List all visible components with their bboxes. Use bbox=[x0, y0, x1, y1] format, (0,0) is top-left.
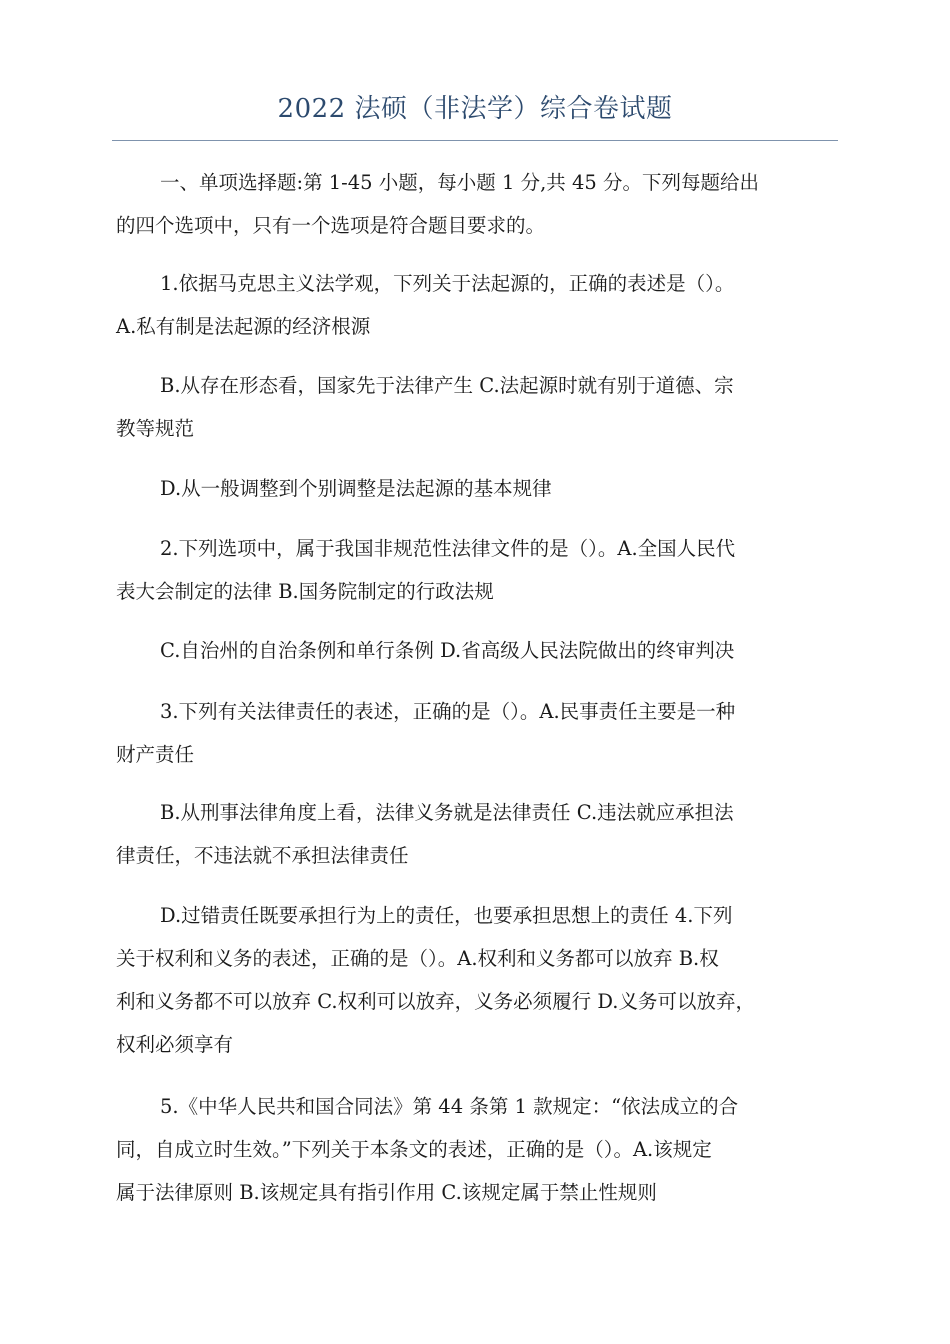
instructions-paragraph bbox=[116, 161, 846, 247]
document-title: 2022 法硕（非法学）综合卷试题 bbox=[277, 94, 673, 124]
text-line: A.私有制是法起源的经济根源 bbox=[116, 315, 371, 338]
question-5-paragraph bbox=[116, 1085, 846, 1214]
text-line: C.自治州的自治条例和单行条例 D.省高级人民法院做出的终审判决 bbox=[160, 639, 735, 662]
text-line: 的四个选项中，只有一个选项是符合题目要求的。 bbox=[116, 214, 546, 237]
question-1-options-paragraph bbox=[116, 364, 846, 450]
text-line: 2.下列选项中，属于我国非规范性法律文件的是（）。A.全国人民代 bbox=[160, 537, 736, 560]
text-line: 利和义务都不可以放弃 C.权利可以放弃，义务必须履行 D.义务可以放弃， bbox=[116, 990, 755, 1013]
text-line: 权利必须享有 bbox=[116, 1033, 234, 1056]
title-divider bbox=[112, 140, 838, 141]
text-line: 1.依据马克思主义法学观，下列关于法起源的，正确的表述是（）。 bbox=[160, 272, 735, 295]
text-line: B.从存在形态看，国家先于法律产生 C.法起源时就有别于道德、宗 bbox=[160, 374, 734, 397]
text-line: 律责任，不违法就不承担法律责任 bbox=[116, 844, 409, 867]
question-3-options-paragraph bbox=[116, 791, 846, 877]
question-1-option-d-paragraph bbox=[116, 467, 846, 510]
text-line: D.过错责任既要承担行为上的责任，也要承担思想上的责任 4.下列 bbox=[160, 904, 733, 927]
text-line: 关于权利和义务的表述，正确的是（）。A.权利和义务都可以放弃 B.权 bbox=[116, 947, 719, 970]
text-line: 一、单项选择题:第 1-45 小题，每小题 1 分,共 45 分。下列每题给出 bbox=[160, 171, 759, 194]
question-1-paragraph bbox=[116, 262, 846, 348]
question-2-options-paragraph bbox=[116, 629, 846, 672]
text-line: 教等规范 bbox=[116, 417, 195, 440]
text-line: D.从一般调整到个别调整是法起源的基本规律 bbox=[160, 477, 552, 500]
text-line: 财产责任 bbox=[116, 743, 195, 766]
text-line: 5.《中华人民共和国合同法》第 44 条第 1 款规定：“依法成立的合 bbox=[160, 1095, 739, 1118]
text-line: 3.下列有关法律责任的表述，正确的是（）。A.民事责任主要是一种 bbox=[160, 700, 736, 723]
question-4-paragraph bbox=[116, 894, 846, 1066]
text-line: 同，自成立时生效。”下列关于本条文的表述，正确的是（）。A.该规定 bbox=[116, 1138, 712, 1161]
question-2-paragraph bbox=[116, 527, 846, 613]
question-3-paragraph bbox=[116, 690, 846, 776]
text-line: B.从刑事法律角度上看，法律义务就是法律责任 C.违法就应承担法 bbox=[160, 801, 734, 824]
text-line: 表大会制定的法律 B.国务院制定的行政法规 bbox=[116, 580, 494, 603]
text-line: 属于法律原则 B.该规定具有指引作用 C.该规定属于禁止性规则 bbox=[116, 1181, 657, 1204]
